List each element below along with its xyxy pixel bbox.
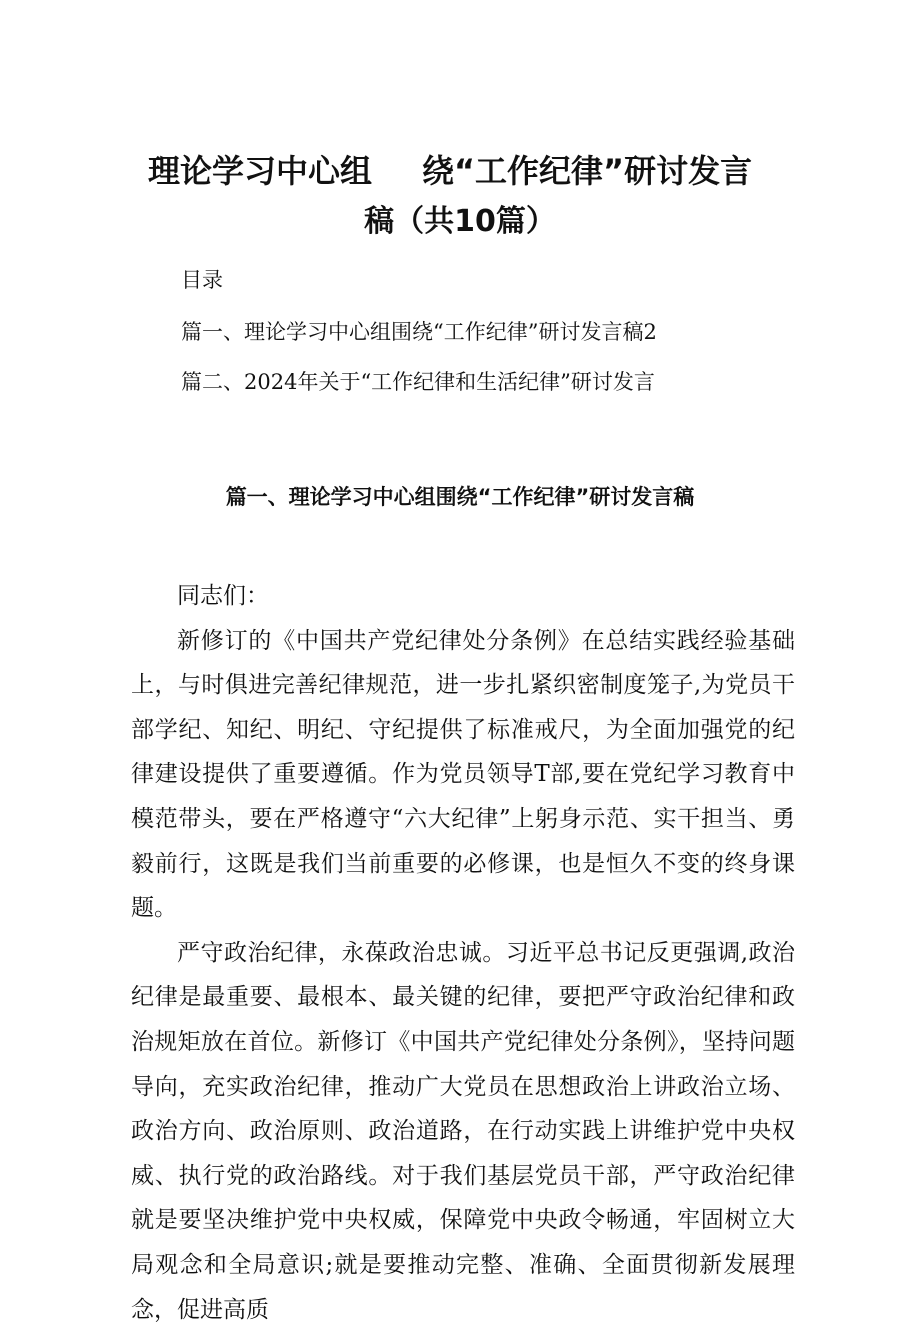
paragraph-2: 严守政治纪律，永葆政治忠诚。习近平总书记反更强调,政治纪律是最重要、最根本、最关键的纪律，要把严守政治纪律和政治规矩放在首位。新修订《中国共产党纪律处分条例》，坚持问题导向，充实政治纪律，推动广大党员在思想政治上讲政治立场、政治方向、政治原则、政治道路，在行动实践上讲维护党中央权威、执行党的政治路线。对于我们基层党员干部，严守政治纪律就是要坚决维护党中央权威，保障党中央政令畅通，牢固树立大局观念和全局意识;就是要推动完整、准确、全面贯彻新发展理念，促进高质: [131, 939, 795, 1323]
document-title-line2: 稿（共10篇）: [364, 204, 556, 239]
body-text: [131, 574, 795, 1332]
title-left-segment: 理论学习中心组: [148, 152, 373, 190]
document-title-line1: [148, 146, 788, 190]
paragraph-1: 新修订的《中国共产党纪律处分条例》在总结实践经验基础上，与时俱进完善纪律规范，进一步扎紧织密制度笼子,为党员干部学纪、知纪、明纪、守纪提供了标准戒尺，为全面加强党的纪律建设提供了重要遵循。作为党员领导T部,要在党纪学习教育中模范带头，要在严格遵守“六大纪律”上躬身示范、实干担当、勇毅前行，这既是我们当前重要的必修课，也是恒久不变的终身课题。: [131, 627, 795, 922]
title-right-segment: 绕“工作纪律”研讨发言: [422, 152, 753, 190]
salutation: 同志们：: [177, 583, 269, 609]
toc-heading: 目录: [181, 268, 223, 292]
section-title: 篇一、理论学习中心组围绕“工作纪律”研讨发言稿: [225, 485, 695, 509]
toc-item-2: 篇二、2024年关于“工作纪律和生活纪律”研讨发言: [181, 370, 655, 394]
toc-item-1: 篇一、理论学习中心组围绕“工作纪律”研讨发言稿2: [181, 320, 657, 344]
